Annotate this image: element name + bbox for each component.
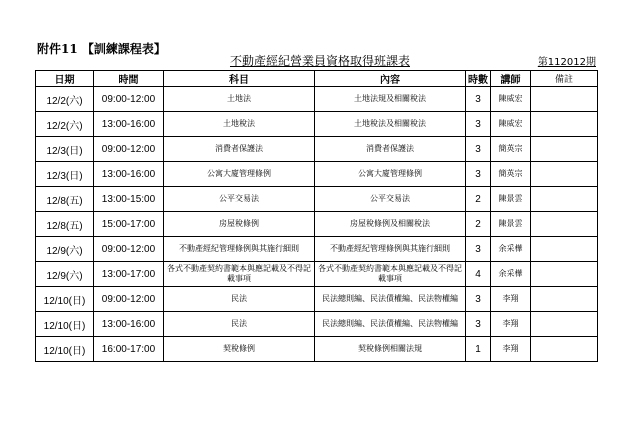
cell-content: 公平交易法 [315,187,466,212]
cell-date: 12/10(日) [36,312,94,337]
cell-date: 12/3(日) [36,137,94,162]
cell-teacher: 陳威宏 [491,87,531,112]
cell-teacher: 李翔 [491,337,531,362]
cell-teacher: 李翔 [491,312,531,337]
cell-time: 13:00-16:00 [94,112,164,137]
cell-time: 13:00-16:00 [94,162,164,187]
cell-content: 土地法規及相關稅法 [315,87,466,112]
cell-content: 民法總則編、民法債權編、民法物權編 [315,312,466,337]
cell-time: 09:00-12:00 [94,287,164,312]
cell-note [531,237,598,262]
cell-teacher: 陳威宏 [491,112,531,137]
cell-date: 12/10(日) [36,287,94,312]
table-row [36,162,598,187]
column-header-subject: 科目 [164,71,315,87]
cell-subject: 契稅條例 [164,337,315,362]
cell-date: 12/8(五) [36,187,94,212]
cell-subject: 民法 [164,312,315,337]
header-row [36,71,598,87]
cell-hours: 4 [466,262,491,287]
cell-note [531,137,598,162]
table-row [36,262,598,287]
cell-content: 土地稅法及相關稅法 [315,112,466,137]
cell-time: 16:00-17:00 [94,337,164,362]
table-row [36,87,598,112]
cell-content: 不動產經紀管理條例與其施行細則 [315,237,466,262]
cell-subject: 土地稅法 [164,112,315,137]
cell-hours: 3 [466,137,491,162]
cell-teacher: 李翔 [491,287,531,312]
page-title: 不動產經紀營業員資格取得班課表 [229,54,410,68]
cell-date: 12/2(六) [36,112,94,137]
cell-subject: 房屋稅條例 [164,212,315,237]
cell-subject: 土地法 [164,87,315,112]
table-row [36,337,598,362]
table-row [36,212,598,237]
cell-teacher: 簡英宗 [491,162,531,187]
cell-date: 12/10(日) [36,337,94,362]
cell-hours: 3 [466,112,491,137]
column-header-note: 備註 [531,71,598,87]
cell-content: 公寓大廈管理條例 [315,162,466,187]
cell-note [531,262,598,287]
cell-note [531,312,598,337]
cell-subject: 民法 [164,287,315,312]
schedule-body [36,87,598,362]
cell-date: 12/9(六) [36,262,94,287]
cell-subject: 公寓大廈管理條例 [164,162,315,187]
cell-time: 09:00-12:00 [94,87,164,112]
cell-teacher: 陳景雲 [491,212,531,237]
cell-note [531,337,598,362]
cell-hours: 3 [466,287,491,312]
cell-time: 15:00-17:00 [94,212,164,237]
column-header-content: 內容 [315,71,466,87]
cell-hours: 1 [466,337,491,362]
cell-date: 12/3(日) [36,162,94,187]
cell-subject: 公平交易法 [164,187,315,212]
table-row [36,312,598,337]
cell-hours: 3 [466,162,491,187]
cell-time: 13:00-15:00 [94,187,164,212]
cell-content: 民法總則編、民法債權編、民法物權編 [315,287,466,312]
cell-date: 12/9(六) [36,237,94,262]
cell-teacher: 簡英宗 [491,137,531,162]
column-header-time: 時間 [94,71,164,87]
cell-subject: 各式不動產契約書範本與應記載及不得記載事項 [164,262,315,287]
cell-time: 13:00-17:00 [94,262,164,287]
cell-time: 09:00-12:00 [94,137,164,162]
table-row [36,112,598,137]
cell-content: 各式不動產契約書範本與應記載及不得記載事項 [315,262,466,287]
cell-hours: 3 [466,312,491,337]
period-label: 第112012期 [537,57,596,68]
column-header-teacher: 講師 [491,71,531,87]
cell-hours: 2 [466,187,491,212]
cell-teacher: 余采樺 [491,237,531,262]
table-row [36,187,598,212]
cell-hours: 3 [466,237,491,262]
cell-teacher: 陳景雲 [491,187,531,212]
table-row [36,287,598,312]
cell-date: 12/8(五) [36,212,94,237]
cell-note [531,87,598,112]
cell-subject: 消費者保護法 [164,137,315,162]
cell-time: 09:00-12:00 [94,237,164,262]
cell-note [531,187,598,212]
column-header-date: 日期 [36,71,94,87]
cell-time: 13:00-16:00 [94,312,164,337]
schedule-table [35,70,598,362]
cell-teacher: 余采樺 [491,262,531,287]
cell-hours: 2 [466,212,491,237]
cell-note [531,212,598,237]
cell-content: 契稅條例相關法規 [315,337,466,362]
cell-note [531,287,598,312]
column-header-hours: 時數 [466,71,491,87]
cell-content: 消費者保護法 [315,137,466,162]
cell-content: 房屋稅條例及相關稅法 [315,212,466,237]
cell-note [531,112,598,137]
cell-hours: 3 [466,87,491,112]
cell-date: 12/2(六) [36,87,94,112]
attachment-label: 附件11 【訓練課程表】 [37,42,166,56]
cell-note [531,162,598,187]
cell-subject: 不動產經紀管理條例與其施行細則 [164,237,315,262]
table-row [36,137,598,162]
table-row [36,237,598,262]
